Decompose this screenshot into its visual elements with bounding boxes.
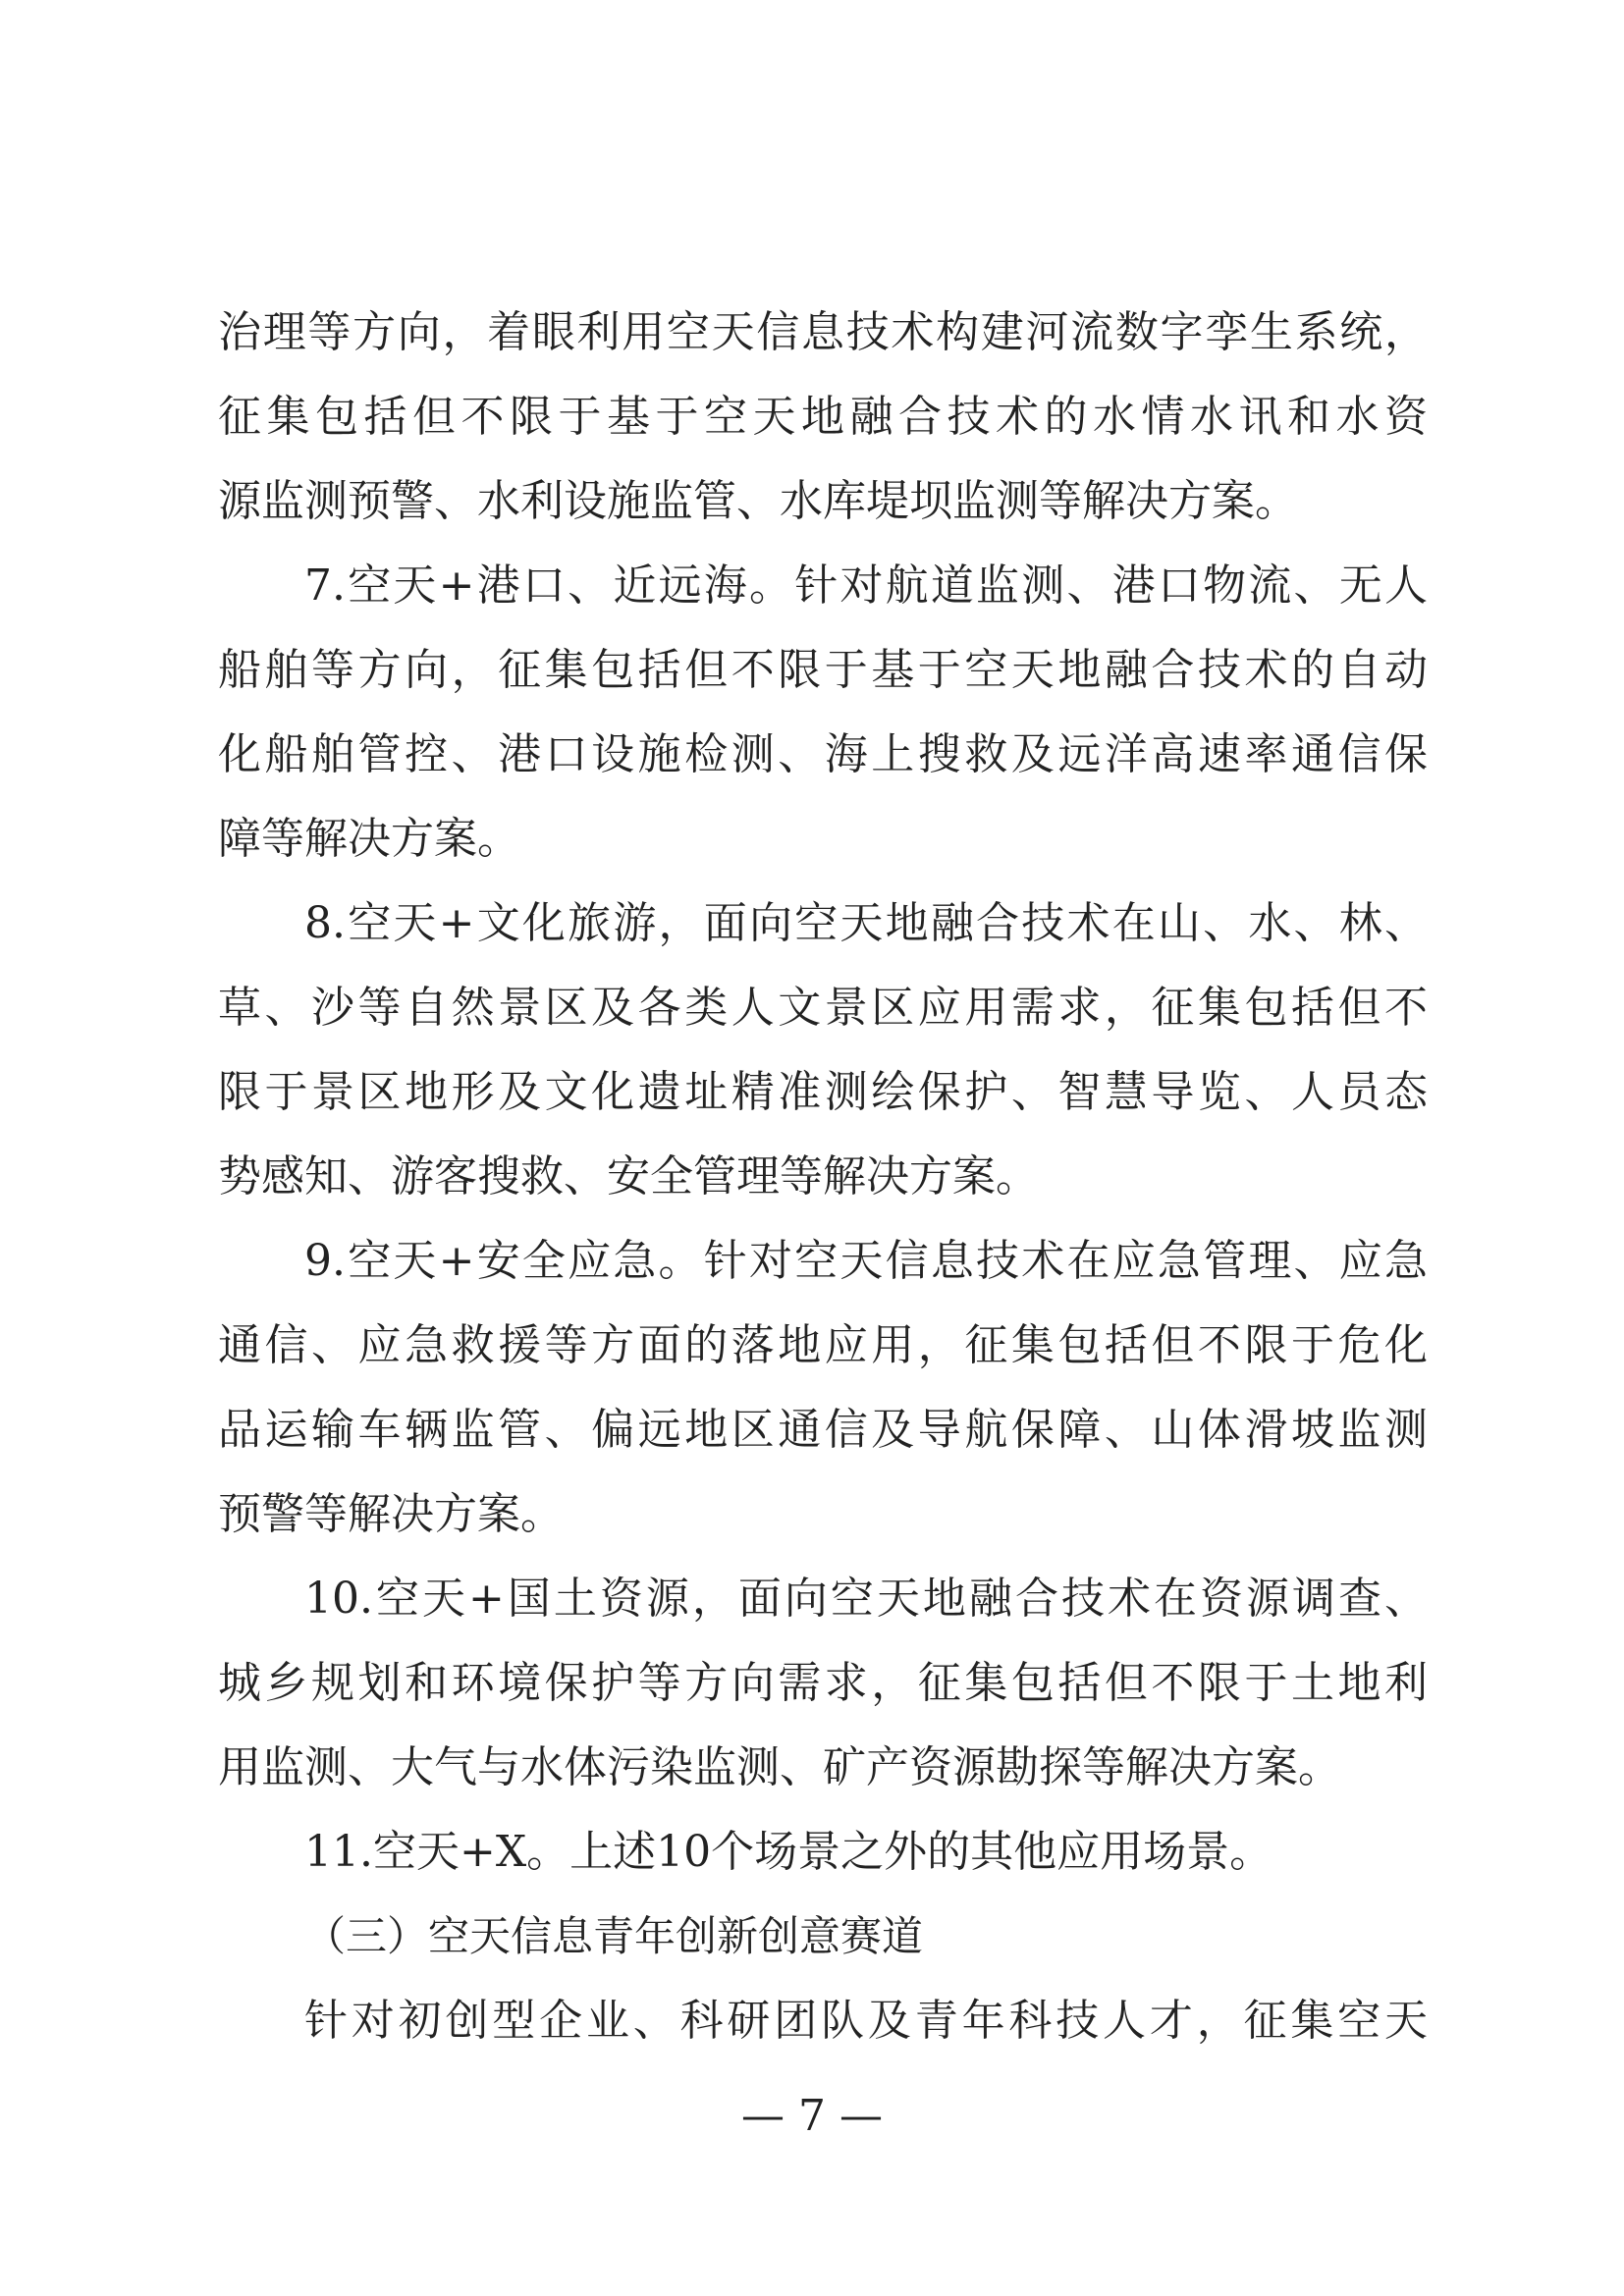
text-line: 征集包括但不限于基于空天地融合技术的水情水讯和水资 (218, 392, 1428, 442)
text-line: 通信、应急救援等方面的落地应用，征集包括但不限于危化 (218, 1320, 1428, 1370)
text-line: 品运输车辆监管、偏远地区通信及导航保障、山体滑坡监测 (218, 1405, 1428, 1455)
paragraph-8-start: 8.空天+文化旅游，面向空天地融合技术在山、水、林、 (304, 898, 1428, 948)
section-heading: （三）空天信息青年创新创意赛道 (304, 1912, 924, 1960)
document-body (218, 291, 1428, 2063)
text-line: 化船舶管控、港口设施检测、海上搜救及远洋高速率通信保 (218, 729, 1428, 779)
text-line: 源监测预警、水利设施监管、水库堤坝监测等解决方案。 (218, 476, 1298, 526)
paragraph-9-start: 9.空天+安全应急。针对空天信息技术在应急管理、应急 (304, 1236, 1428, 1286)
page-number: — 7 — (741, 2091, 883, 2141)
text-line: 用监测、大气与水体污染监测、矿产资源勘探等解决方案。 (218, 1742, 1341, 1792)
text-line: 预警等解决方案。 (218, 1489, 564, 1539)
text-line: 势感知、游客搜救、安全管理等解决方案。 (218, 1151, 1039, 1201)
text-line: 草、沙等自然景区及各类人文景区应用需求，征集包括但不 (218, 983, 1428, 1033)
paragraph-11: 11.空天+X。上述10个场景之外的其他应用场景。 (304, 1827, 1273, 1877)
text-line: 治理等方向，着眼利用空天信息技术构建河流数字孪生系统， (218, 307, 1428, 357)
text-line: 船舶等方向，征集包括但不限于基于空天地融合技术的自动 (218, 645, 1428, 695)
text-line: 城乡规划和环境保护等方向需求，征集包括但不限于土地利 (218, 1658, 1428, 1708)
paragraph-10-start: 10.空天+国土资源，面向空天地融合技术在资源调查、 (304, 1574, 1428, 1624)
text-line: 限于景区地形及文化遗址精准测绘保护、智慧导览、人员态 (218, 1067, 1428, 1117)
text-line: 障等解决方案。 (218, 814, 520, 864)
paragraph-track-start: 针对初创型企业、科研团队及青年科技人才，征集空天 (304, 1996, 1428, 2046)
paragraph-7-start: 7.空天+港口、近远海。针对航道监测、港口物流、无人 (304, 561, 1428, 611)
